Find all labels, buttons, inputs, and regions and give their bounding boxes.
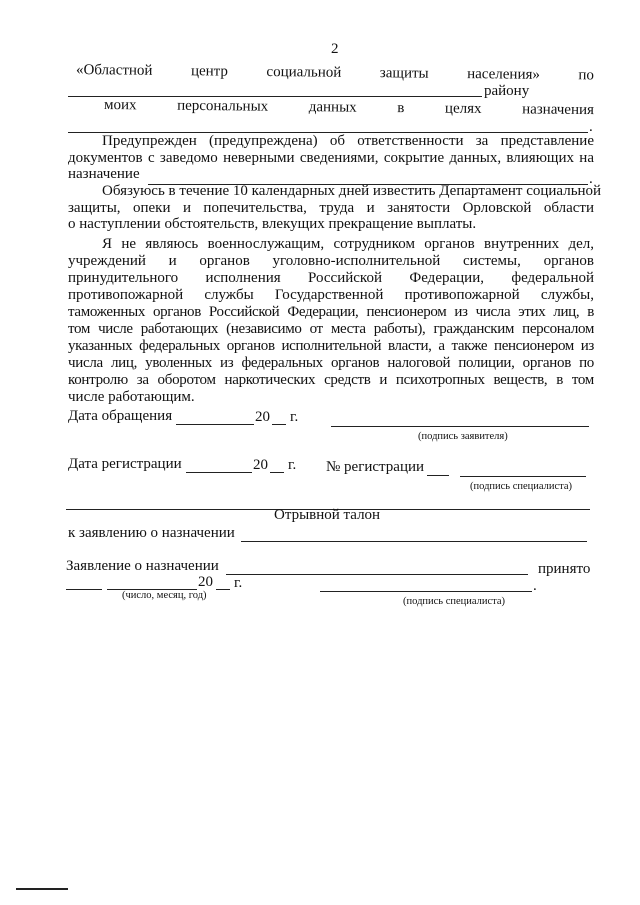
application-year-blank[interactable]	[272, 424, 286, 425]
declaration-line-2: учреждений и органов уголовно-исполнительной системы, органов	[68, 253, 594, 269]
declaration-line-8: числа лиц, уволенных из федеральных органов налоговой полиции, органов по	[68, 355, 594, 371]
warning-line-1: Предупрежден (предупреждена) об ответственности за представление	[102, 133, 594, 149]
to-application-label: к заявлению о назначении	[68, 525, 235, 541]
application-date-label: Дата обращения	[68, 408, 173, 424]
intro-word: в	[397, 100, 405, 117]
registration-year-blank[interactable]	[270, 472, 284, 473]
intro-row-3	[104, 97, 594, 119]
intro-word: целях	[444, 100, 482, 117]
declaration-line-6: том числе работающих (независимо от места работы), гражданским персоналом	[68, 321, 594, 337]
accept-year-blank[interactable]	[216, 589, 230, 590]
intro-word: социальной	[266, 63, 342, 81]
intro-word: данных	[308, 99, 357, 116]
district-label: району	[484, 83, 530, 99]
registration-number-blank[interactable]	[427, 475, 449, 476]
specialist-signature-caption-1: (подпись специалиста)	[470, 481, 573, 492]
specialist-signature-caption-2: (подпись специалиста)	[403, 596, 506, 607]
application-year-suffix: г.	[290, 409, 299, 425]
date-caption: (число, месяц, год)	[122, 590, 207, 601]
declaration-line-7: указанных федеральных органов исполнительной власти, а также пенсионером из	[68, 338, 594, 354]
tear-off-title: Отрывной талон	[274, 507, 381, 523]
warning-period: .	[589, 171, 593, 187]
declaration-line-5: таможенных органов Российской Федерации, пенсионером из числа этих лиц, в	[68, 304, 594, 320]
declaration-line-10: числе работающим.	[68, 389, 195, 405]
registration-year-prefix: 20	[253, 457, 268, 473]
intro-word: населения»	[467, 66, 541, 83]
warning-line-3: назначение	[68, 166, 140, 182]
registration-date-label: Дата регистрации	[68, 456, 182, 472]
specialist-signature-line-1[interactable]	[460, 476, 586, 477]
page-number: 2	[331, 41, 339, 57]
warning-line-2: документов с заведомо неверными сведениями, сокрытие данных, влияющих на	[68, 150, 594, 166]
application-year-prefix: 20	[255, 409, 270, 425]
accept-day-blank[interactable]	[66, 589, 102, 590]
declaration-line-3: принудительного исполнения Российской Федерации, федеральной	[68, 270, 594, 286]
obligation-line-2: защиты, опеки и попечительства, труда и занятости Орловской области	[68, 200, 594, 216]
registration-year-suffix: г.	[288, 457, 297, 473]
accept-year-prefix: 20	[198, 574, 213, 590]
registration-number-label: № регистрации	[326, 459, 425, 475]
application-date-blank[interactable]	[176, 424, 254, 425]
intro-word: защиты	[379, 65, 429, 82]
obligation-line-1: Обязуюсь в течение 10 календарных дней известить Департамент социальной	[102, 183, 602, 199]
intro-row-1	[76, 62, 594, 84]
declaration-line-9: контролю за оборотом наркотических средств и психотропных веществ, в том	[68, 372, 594, 388]
specialist-signature-period: .	[533, 578, 537, 594]
intro-word: персональных	[177, 97, 269, 115]
obligation-line-3: о наступлении обстоятельств, влекущих прекращение выплаты.	[68, 216, 477, 232]
intro-word: по	[578, 67, 595, 84]
specialist-signature-line-2[interactable]	[320, 591, 532, 592]
accept-year-suffix: г.	[234, 575, 243, 591]
to-application-line[interactable]	[241, 541, 587, 542]
accepted-label: принято	[538, 561, 591, 577]
intro-word: «Областной	[75, 62, 153, 79]
intro-word: назначения	[522, 101, 595, 119]
applicant-signature-line[interactable]	[331, 426, 589, 427]
application-name-line[interactable]	[226, 574, 528, 575]
purpose-period: .	[589, 119, 593, 135]
footer-rule	[16, 888, 68, 890]
declaration-line-1: Я не являюсь военнослужащим, сотрудником органов внутренних дел,	[102, 236, 594, 252]
application-label: Заявление о назначении	[66, 558, 219, 574]
registration-date-blank[interactable]	[186, 472, 252, 473]
declaration-line-4: противопожарной службы Государственной противопожарной службы,	[68, 287, 594, 303]
applicant-signature-caption: (подпись заявителя)	[418, 431, 508, 442]
intro-word: моих	[103, 97, 137, 114]
intro-word: центр	[190, 63, 229, 80]
